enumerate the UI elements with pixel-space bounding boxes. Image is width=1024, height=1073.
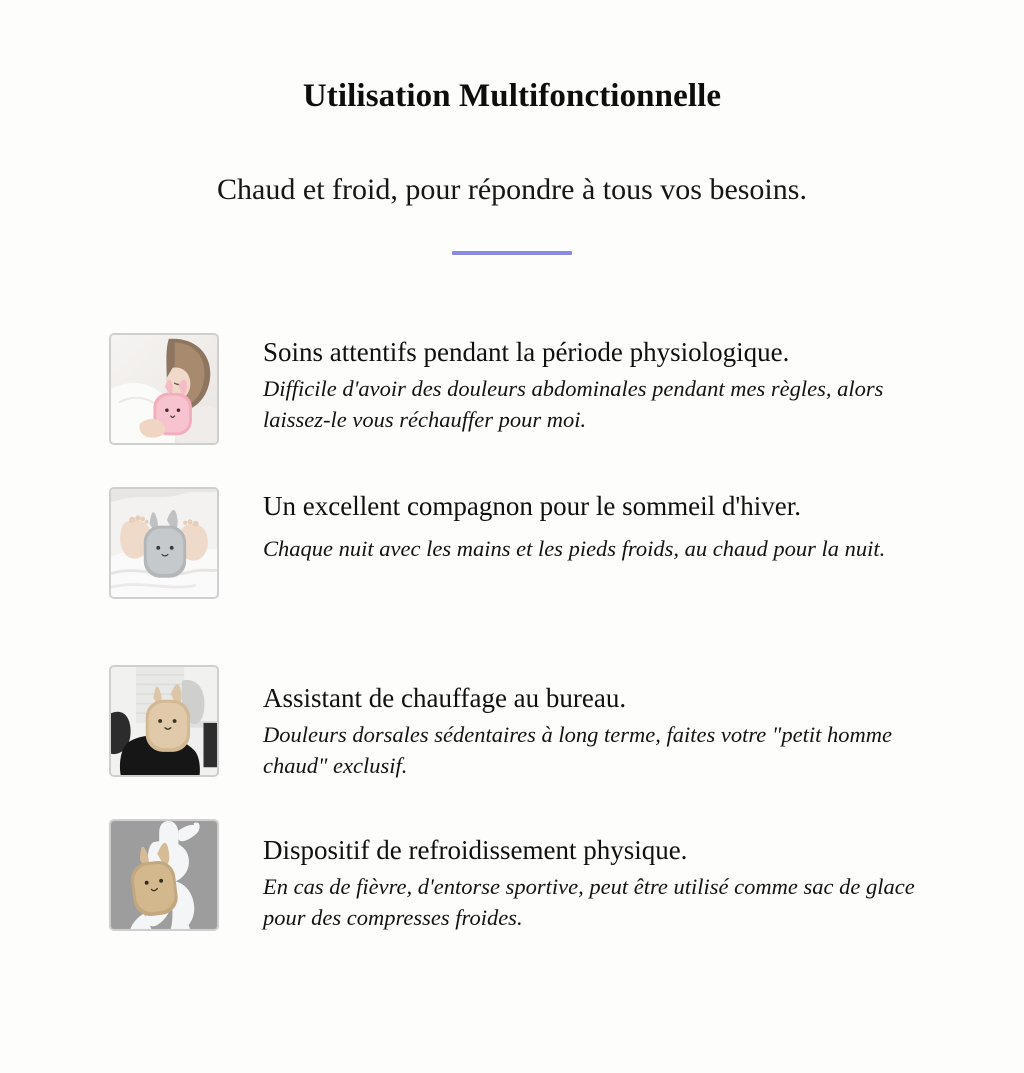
feature-item	[109, 817, 984, 933]
page-header	[0, 0, 1024, 255]
tan-bunny-hot-water-bottle-on-body-silhouette-icon	[111, 821, 217, 929]
feature-list	[0, 331, 1024, 933]
feature-description: En cas de fièvre, d'entorse sportive, peut être utilisé comme sac de glace pour des compresses froides.	[263, 873, 915, 930]
feature-title: Un excellent compagnon pour le sommeil d'hiver.	[263, 490, 801, 521]
feature-title: Soins attentifs pendant la période physiologique.	[263, 336, 790, 367]
page-title: Utilisation Multifonctionnelle	[302, 78, 722, 114]
feature-text-1	[219, 331, 984, 435]
accent-divider	[452, 251, 572, 255]
divider-container	[0, 208, 1024, 255]
feature-thumbnail-4[interactable]	[109, 819, 219, 931]
feature-item	[109, 485, 984, 599]
feature-thumbnail-1[interactable]	[109, 333, 219, 445]
feature-text-4	[219, 817, 984, 933]
feature-description: Difficile d'avoir des douleurs abdominales pendant mes règles, alors laissez-le vous réchauffer pour moi.	[263, 375, 884, 432]
feature-text-2	[219, 485, 984, 564]
feature-title: Assistant de chauffage au bureau.	[263, 682, 627, 713]
feature-description: Chaque nuit avec les mains et les pieds froids, au chaud pour la nuit.	[263, 535, 886, 561]
feature-thumbnail-2[interactable]	[109, 487, 219, 599]
office-lap-with-tan-bunny-hot-water-bottle-icon	[111, 667, 217, 775]
feature-item	[109, 663, 984, 781]
woman-with-pink-bunny-hot-water-bottle-icon	[111, 335, 217, 443]
feature-item	[109, 331, 984, 445]
page-subtitle: Chaud et froid, pour répondre à tous vos besoins.	[217, 172, 807, 206]
feature-description: Douleurs dorsales sédentaires à long terme, faites votre "petit homme chaud" exclusif.	[263, 721, 892, 778]
feature-thumbnail-3[interactable]	[109, 665, 219, 777]
feet-in-bed-with-gray-bunny-hot-water-bottle-icon	[111, 489, 217, 597]
feature-text-3	[219, 663, 984, 781]
feature-title: Dispositif de refroidissement physique.	[263, 834, 688, 865]
